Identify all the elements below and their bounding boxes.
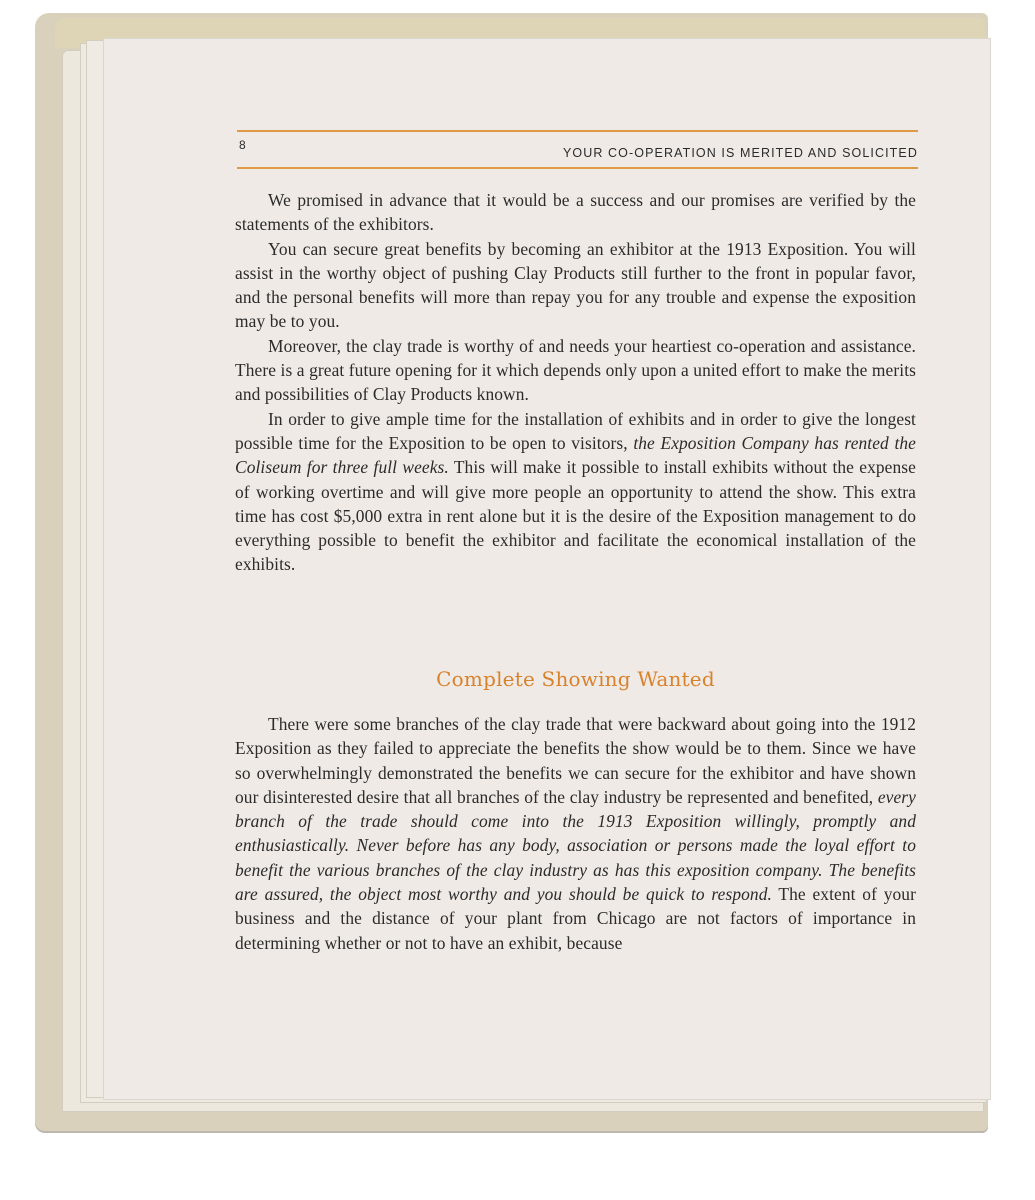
body-text-block-1 — [235, 188, 916, 577]
paragraph: Moreover, the clay trade is worthy of and needs your heartiest co-operation and assistance. There is a great future opening for it which depends only upon a united effort to make the merits and possibilities of Clay Products known. — [235, 335, 916, 405]
running-title: YOUR CO-OPERATION IS MERITED AND SOLICITED — [562, 146, 918, 160]
header-rule-bottom — [237, 167, 918, 169]
paragraph: You can secure great benefits by becoming an exhibitor at the 1913 Exposition. You will assist in the worthy object of pushing Clay Products still further to the front in popular favor, and the personal benefits will more than repay you for any trouble and expense the exposition may be to you. — [235, 238, 916, 332]
paragraph-italic-text: the Exposition Company has rented the Coliseum for three full weeks. — [235, 432, 916, 478]
paragraph-text: There were some branches of the clay trade that were backward about going into the 1912 Exposition as they failed to appreciate the benefits the show would be to them. Since we have so overwhelmingly demonstrated the benefits we can secure for the exhibitor and have shown our disinterested desire that all branches of the clay industry be represented and benefited, — [235, 714, 916, 807]
paragraph-text: This will make it possible to install exhibits without the expense of working overtime and will give more people an opportunity to attend the show. This extra time has cost $5,000 extra in rent alone but it is the desire of the Exposition management to do everything possible to benefit the exhibitor and facilitate the economical installation of the exhibits. — [235, 457, 916, 575]
section-heading: Complete Showing Wanted — [436, 667, 715, 691]
paragraph — [235, 712, 916, 955]
paragraph-italic-text: every branch of the trade should come into the 1913 Exposition willingly, promptly and enthusiastically. Never before has any body, association or persons made the loyal effort to benefit the various branches of the clay industry as has this exposition company. The benefits are assured, the object most worthy and you should be quick to respond. — [235, 786, 916, 905]
page-number: 8 — [239, 138, 246, 152]
paragraph-text: In order to give ample time for the installation of exhibits and in order to give the longest possible time for the Exposition to be open to visitors, — [235, 408, 916, 453]
header-rule-top — [237, 130, 918, 132]
paragraph — [235, 407, 916, 577]
paragraph-text: The extent of your business and the distance of your plant from Chicago are not factors of importance in determining whether or not to have an exhibit, because — [235, 884, 916, 953]
body-text-block-2 — [235, 712, 916, 955]
paragraph: We promised in advance that it would be a success and our promises are verified by the statements of the exhibitors. — [235, 190, 916, 235]
